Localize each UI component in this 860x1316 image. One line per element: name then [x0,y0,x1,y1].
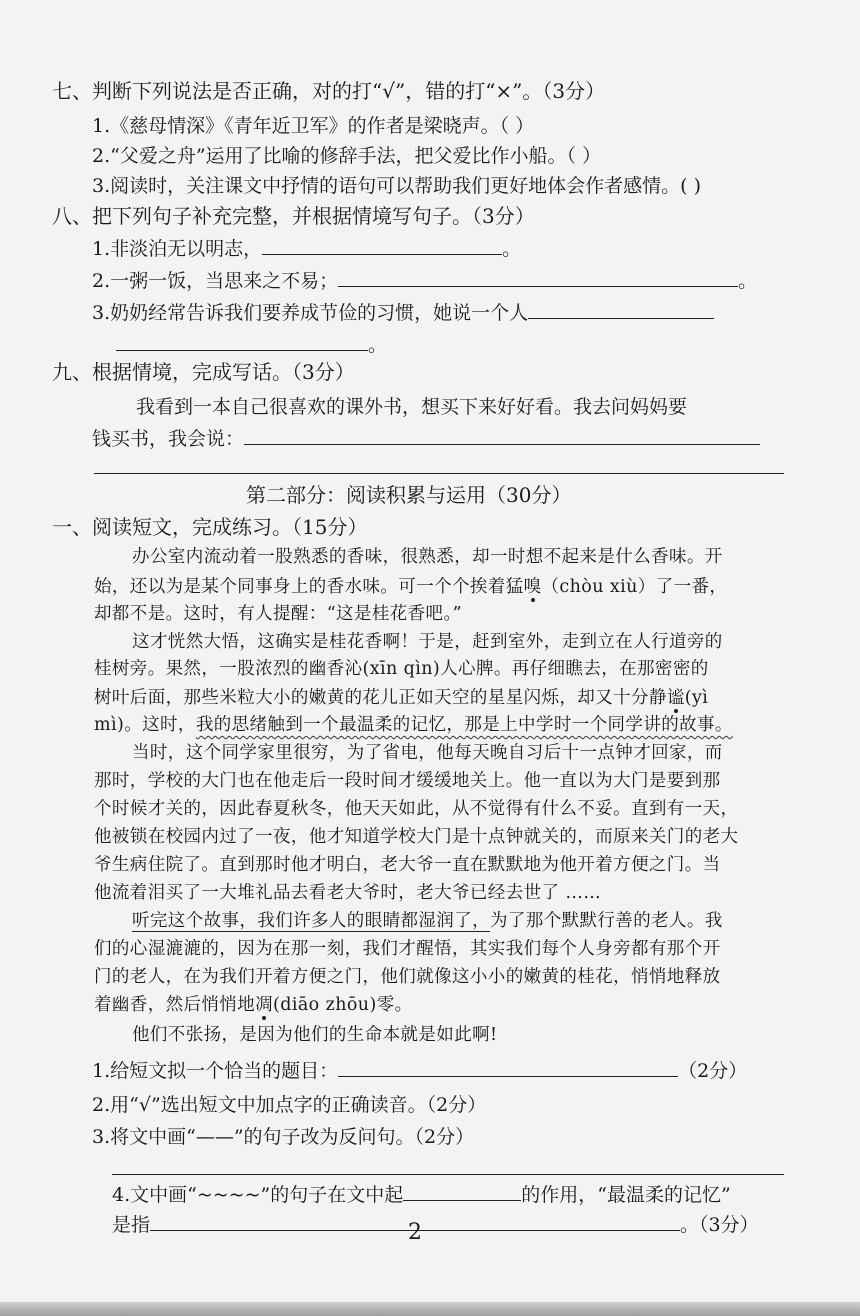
passage-line [94,992,413,1018]
part-2-question-1-title: 一、阅读短文，完成练习。（15分） [52,515,368,539]
passage-line [94,574,727,600]
answer-blank[interactable] [338,1058,678,1077]
section-8-item-1-end: 。 [502,238,522,260]
passage-text: 着幽香，然后悄悄地 [94,995,256,1015]
section-7-item-1: 1.《慈母情深》《青年近卫军》的作者是梁晓声。（ ） [92,115,535,137]
answer-blank[interactable] [403,1182,521,1201]
answer-blank[interactable] [262,236,502,255]
question-2: 2.用“√”选出短文中加点字的正确读音。（2分） [92,1094,487,1116]
question-1 [92,1058,747,1084]
answer-blank[interactable] [528,300,714,319]
section-7-title: 七、判断下列说法是否正确，对的打“√”，错的打“×”。（3分） [52,79,606,103]
question-4-continued [112,1212,759,1238]
dotted-character: 凋 [255,995,274,1015]
scan-edge [0,1302,860,1316]
question-4-text: 4.文中画“~~~~”的句子在文中起 [112,1184,404,1206]
question-4-text: 的作用，“最温柔的记忆” [521,1184,731,1206]
passage-line: 当时，这个同学家里很穷，为了省电，他每天晚自习后十一点钟才回家，而 [132,743,723,763]
passage-line: 桂树旁。果然，一股浓烈的幽香沁(xīn qìn)人心脾。再仔细瞧去，在那密密的 [94,659,709,679]
section-7-item-3: 3.阅读时，关注课文中抒情的语句可以帮助我们更好地体会作者感情。( ) [92,175,701,197]
passage-line: 那时，学校的大门也在他走后一段时间才缓缓地关上。他一直以为大门是要到那 [94,771,721,791]
section-8-item-2 [92,268,757,294]
passage-text: （chòu xiù）了一番， [541,577,728,597]
answer-blank[interactable] [244,426,760,445]
section-8-item-3-end: 。 [368,334,388,356]
question-1-score: （2分） [678,1060,748,1082]
passage-line: 他流着泪买了一大堆礼品去看老大爷时，老大爷已经去世了 …… [94,883,602,903]
passage-line [94,685,708,711]
passage-line: 办公室内流动着一股熟悉的香味，很熟悉，却一时想不起来是什么香味。开 [132,547,723,567]
passage-line [94,712,733,738]
dotted-character: 嗅 [523,577,542,597]
section-8-title: 八、把下列句子补充完整，并根据情境写句子。（3分） [52,204,535,228]
passage-line: 这才恍然大悟，这确实是桂花香啊！于是，赶到室外，走到立在人行道旁的 [132,632,723,652]
section-8-item-2-text: 2.一粥一饭，当思来之不易； [92,270,339,292]
section-8-item-1-text: 1.非淡泊无以明志， [92,238,263,260]
passage-line: 他们不张扬，是因为他们的生命本就是如此啊! [132,1025,498,1045]
section-9-title: 九、根据情境，完成写话。（3分） [52,360,355,384]
straight-underlined-sentence: 听完这个故事，我们许多人的眼睛都湿润了， [132,911,490,931]
answer-line[interactable] [94,473,784,474]
answer-line[interactable] [112,1174,784,1175]
passage-text: (yì [684,688,709,708]
question-4-score: 。（3分） [680,1214,759,1236]
section-8-item-1 [92,236,521,262]
section-9-prompt-line-2 [92,426,760,452]
section-8-item-3 [92,300,714,326]
question-3: 3.将文中画“——”的句子改为反问句。（2分） [92,1126,475,1148]
page-number: 2 [408,1220,422,1245]
passage-text: (diāo zhōu)零。 [273,995,413,1015]
passage-line: 们的心湿漉漉的，因为在那一刻，我们才醒悟，其实我们每个人身旁都有那个开 [94,939,721,959]
passage-line: 门的老人，在为我们开着方便之门，他们就像这小小的嫩黄的桂花，悄悄地释放 [94,967,721,987]
section-9-prompt-line-1: 我看到一本自己很喜欢的课外书，想买下来好好看。我去问妈妈要 [136,396,688,418]
part-2-title: 第二部分：阅读积累与运用（30分） [246,483,572,507]
section-8-item-3-continued [116,332,387,358]
section-7-item-2: 2.“父爱之舟”运用了比喻的修辞手法，把父爱比作小船。（ ） [92,145,602,167]
passage-text: mì)。这时， [94,715,196,735]
section-8-item-3-text: 3.奶奶经常告诉我们要养成节俭的习惯，她说一个人 [92,302,529,324]
answer-blank[interactable] [338,268,738,287]
passage-line: 个时候才关的，因此春夏秋冬，他天天如此，从不觉得有什么不妥。直到有一天， [94,799,739,819]
dotted-character: 谧 [666,688,685,708]
passage-text: 树叶后面，那些米粒大小的嫩黄的花儿正如天空的星星闪烁，却又十分静 [94,688,667,708]
question-4-text: 是指 [112,1214,151,1236]
wavy-underlined-sentence: 我的思绪触到一个最温柔的记忆，那是上中学时一个同学讲的故事。 [195,715,733,735]
passage-text: 为了那个默默行善的老人。我 [490,911,723,931]
passage-line: 爷生病住院了。直到那时他才明白，老大爷一直在默默地为他开着方便之门。当 [94,855,721,875]
section-9-prompt-line-2-text: 钱买书，我会说： [92,428,245,450]
question-1-text: 1.给短文拟一个恰当的题目： [92,1060,339,1082]
passage-text: 始，还以为是某个同事身上的香水味。可一个个挨着猛 [94,577,524,597]
passage-line: 他被锁在校园内过了一夜，他才知道学校大门是十点钟就关的，而原来关门的老大 [94,827,739,847]
question-4 [112,1182,731,1208]
answer-blank[interactable] [116,332,368,351]
passage-line [132,908,723,934]
passage-line: 却都不是。这时，有人提醒：“这是桂花香吧。” [94,604,462,624]
section-8-item-2-end: 。 [738,270,758,292]
